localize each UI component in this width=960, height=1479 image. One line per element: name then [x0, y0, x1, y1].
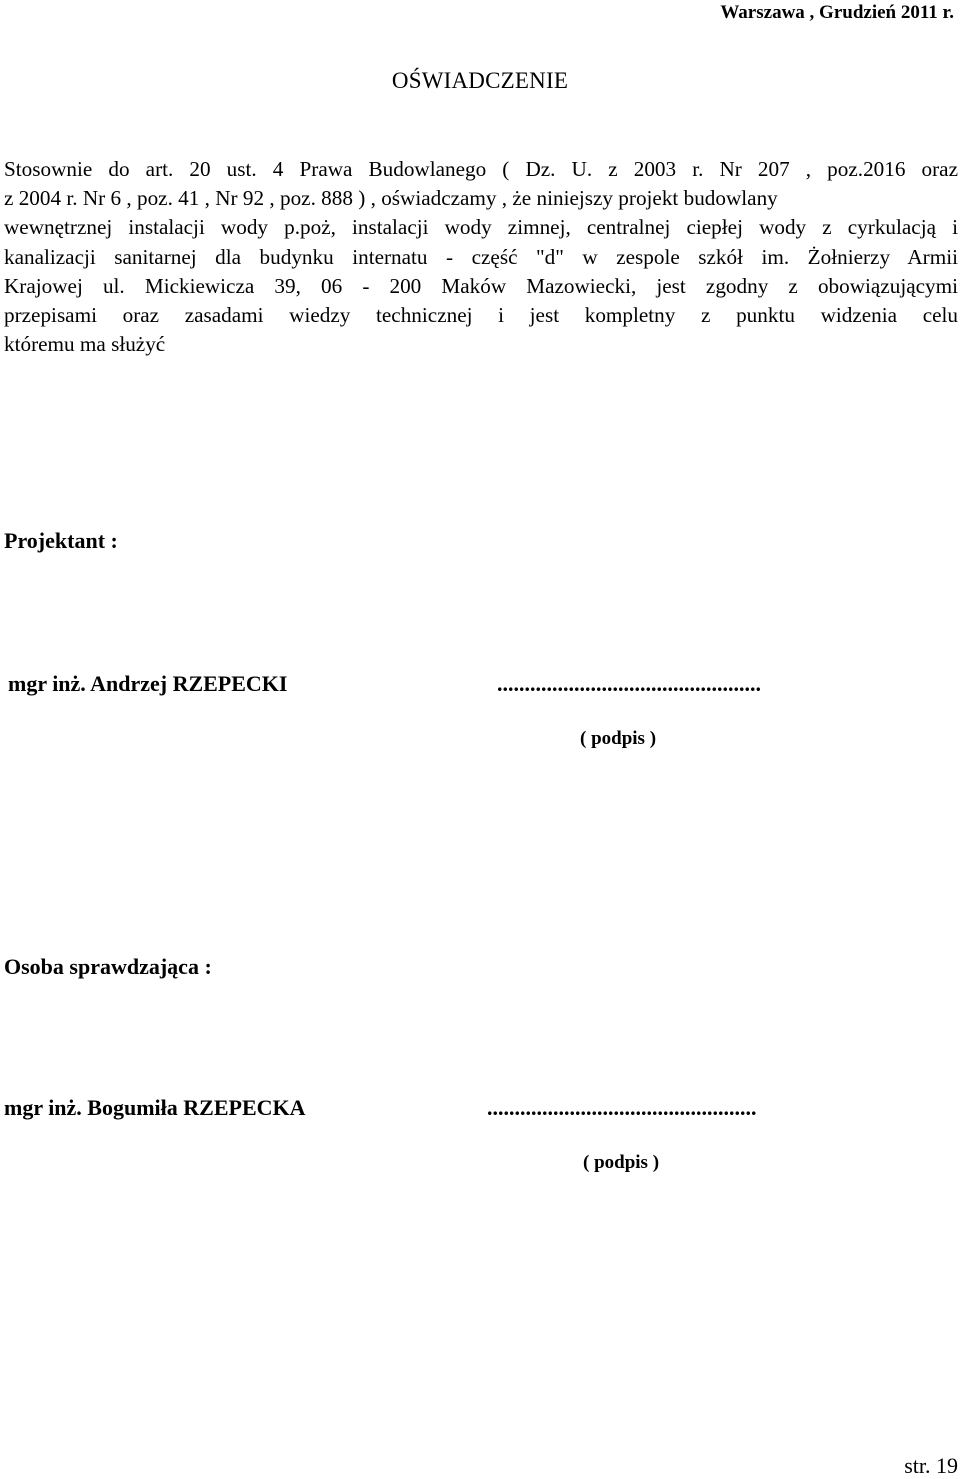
statement-line: Stosownie do art. 20 ust. 4 Prawa Budowlanego ( Dz. U. z 2003 r. Nr 207 , poz.2016 oraz [4, 157, 958, 181]
designer-name: mgr inż. Andrzej RZEPECKI [8, 671, 288, 696]
designer-signature-line: ................................................ [497, 671, 761, 696]
designer-label: Projektant : [4, 528, 118, 553]
designer-signature-note: ( podpis ) [580, 728, 657, 749]
verifier-label: Osoba sprawdzająca : [4, 954, 212, 979]
statement-line: z 2004 r. Nr 6 , poz. 41 , Nr 92 , poz. 888 ) , oświadczamy , że niniejszy projekt budowlany [4, 186, 778, 211]
statement-line: przepisami oraz zasadami wiedzy technicznej i jest kompletny z punktu widzenia celu [4, 302, 958, 327]
statement-line: któremu ma służyć [4, 332, 166, 357]
verifier-signature-line: ................................................. [487, 1095, 757, 1120]
verifier-name: mgr inż. Bogumiła RZEPECKA [4, 1095, 306, 1120]
document-title: OŚWIADCZENIE [391, 68, 569, 93]
page-number: str. 19 [904, 1453, 958, 1478]
document-date: Warszawa , Grudzień 2011 r. [720, 2, 954, 23]
statement-line: wewnętrznej instalacji wody p.poż, instalacji wody zimnej, centralnej ciepłej wody z cyrkulacją i [4, 215, 958, 240]
statement-line: Krajowej ul. Mickiewicza 39, 06 - 200 Maków Mazowiecki, jest zgodny z obowiązującymi [4, 273, 958, 298]
statement-line: kanalizacji sanitarnej dla budynku internatu - część "d" w zespole szkół im. Żołnierzy Armii [4, 244, 958, 269]
verifier-signature-note: ( podpis ) [583, 1152, 660, 1173]
statement-paragraph [4, 155, 960, 359]
